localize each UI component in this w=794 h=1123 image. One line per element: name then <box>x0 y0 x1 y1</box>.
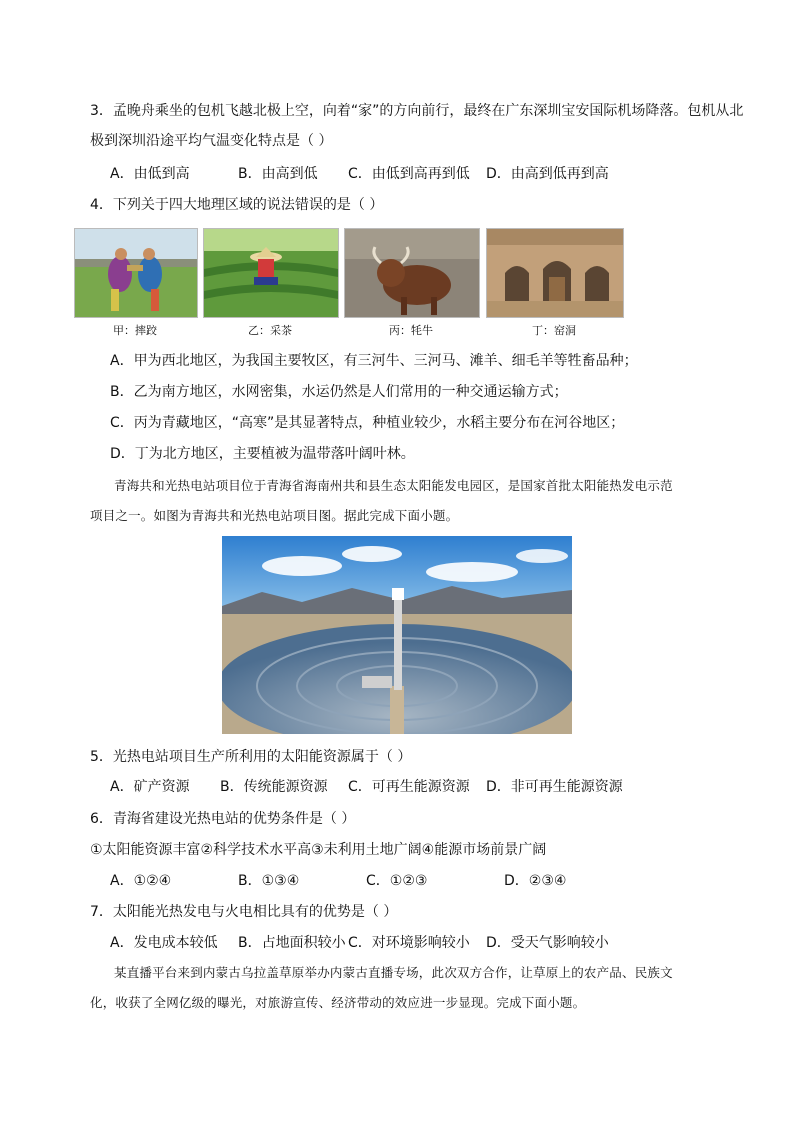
q3-option-a[interactable]: A．由低到高 <box>110 166 190 182</box>
q7-option-b[interactable]: B．占地面积较小 <box>238 935 346 951</box>
q3-option-d[interactable]: D．由高到低再到高 <box>486 166 609 182</box>
passage-solar-thermal <box>90 471 730 531</box>
passage-solar-line1: 青海共和光热电站项目位于青海省海南州共和县生态太阳能发电园区，是国家首批太阳能热发电示范 <box>114 478 673 493</box>
q3-option-c[interactable]: C．由低到高再到低 <box>348 166 470 182</box>
q6-options <box>110 871 566 891</box>
q6-option-b[interactable]: B．①③④ <box>238 873 300 889</box>
passage-solar-line2: 项目之一。如图为青海共和光热电站项目图。据此完成下面小题。 <box>90 508 459 523</box>
q6-option-a[interactable]: A．①②④ <box>110 873 172 889</box>
caption-wrestling: 甲：摔跤 <box>113 324 157 337</box>
q5-stem: 5．光热电站项目生产所利用的太阳能资源属于（ ） <box>90 749 412 765</box>
q3-options <box>110 164 609 184</box>
passage-live-line2: 化，收获了全网亿级的曝光，对旅游宣传、经济带动的效应进一步显现。完成下面小题。 <box>90 995 586 1010</box>
q7-option-c[interactable]: C．对环境影响较小 <box>348 935 470 951</box>
q7-stem: 7．太阳能光热发电与火电相比具有的优势是（ ） <box>90 904 398 920</box>
q3-option-b[interactable]: B．由高到低 <box>238 166 318 182</box>
photo-cave-dwelling <box>486 228 624 318</box>
q7-options <box>110 933 609 953</box>
caption-tea-picking: 乙：采茶 <box>248 324 292 337</box>
q6-stem: 6．青海省建设光热电站的优势条件是（ ） <box>90 811 356 827</box>
q4-option-c[interactable]: C．丙为青藏地区，“高寒”是其显著特点，种植业较少，水稻主要分布在河谷地区； <box>110 415 625 431</box>
q4-option-a[interactable]: A．甲为西北地区，为我国主要牧区，有三河牛、三河马、滩羊、细毛羊等牲畜品种； <box>110 353 638 369</box>
caption-cave-dwelling: 丁：窑洞 <box>532 324 576 337</box>
q5-option-d[interactable]: D．非可再生能源资源 <box>486 779 623 795</box>
q4-option-d[interactable]: D．丁为北方地区，主要植被为温带落叶阔叶林。 <box>110 446 415 462</box>
photo-wrestling <box>74 228 198 318</box>
q7-option-d[interactable]: D．受天气影响较小 <box>486 935 609 951</box>
q5-option-c[interactable]: C．可再生能源资源 <box>348 779 470 795</box>
q3-stem-line2: 极到深圳沿途平均气温变化特点是（ ） <box>90 133 333 149</box>
q5-options <box>110 777 623 797</box>
photo-tea-picking <box>203 228 339 318</box>
q5-option-b[interactable]: B．传统能源资源 <box>220 779 328 795</box>
q4-option-b[interactable]: B．乙为南方地区，水网密集，水运仍然是人们常用的一种交通运输方式； <box>110 384 568 400</box>
q5-option-a[interactable]: A．矿产资源 <box>110 779 190 795</box>
q7-option-a[interactable]: A．发电成本较低 <box>110 935 218 951</box>
photo-yak <box>344 228 480 318</box>
q3-stem-line1: 3．孟晚舟乘坐的包机飞越北极上空，向着“家”的方向前行，最终在广东深圳宝安国际机场降落。包机从北 <box>90 103 744 119</box>
q4-stem: 4．下列关于四大地理区域的说法错误的是（ ） <box>90 197 384 213</box>
q6-items: ①太阳能资源丰富②科学技术水平高③未利用土地广阔④能源市场前景广阔 <box>90 842 547 858</box>
q6-option-c[interactable]: C．①②③ <box>366 873 428 889</box>
passage-live-streaming <box>90 958 730 1018</box>
caption-yak: 丙：牦牛 <box>389 324 433 337</box>
passage-live-line1: 某直播平台来到内蒙古乌拉盖草原举办内蒙古直播专场，此次双方合作，让草原上的农产品、民族文 <box>114 965 673 980</box>
photo-solar-thermal-station <box>222 536 572 734</box>
q6-option-d[interactable]: D．②③④ <box>504 873 567 889</box>
